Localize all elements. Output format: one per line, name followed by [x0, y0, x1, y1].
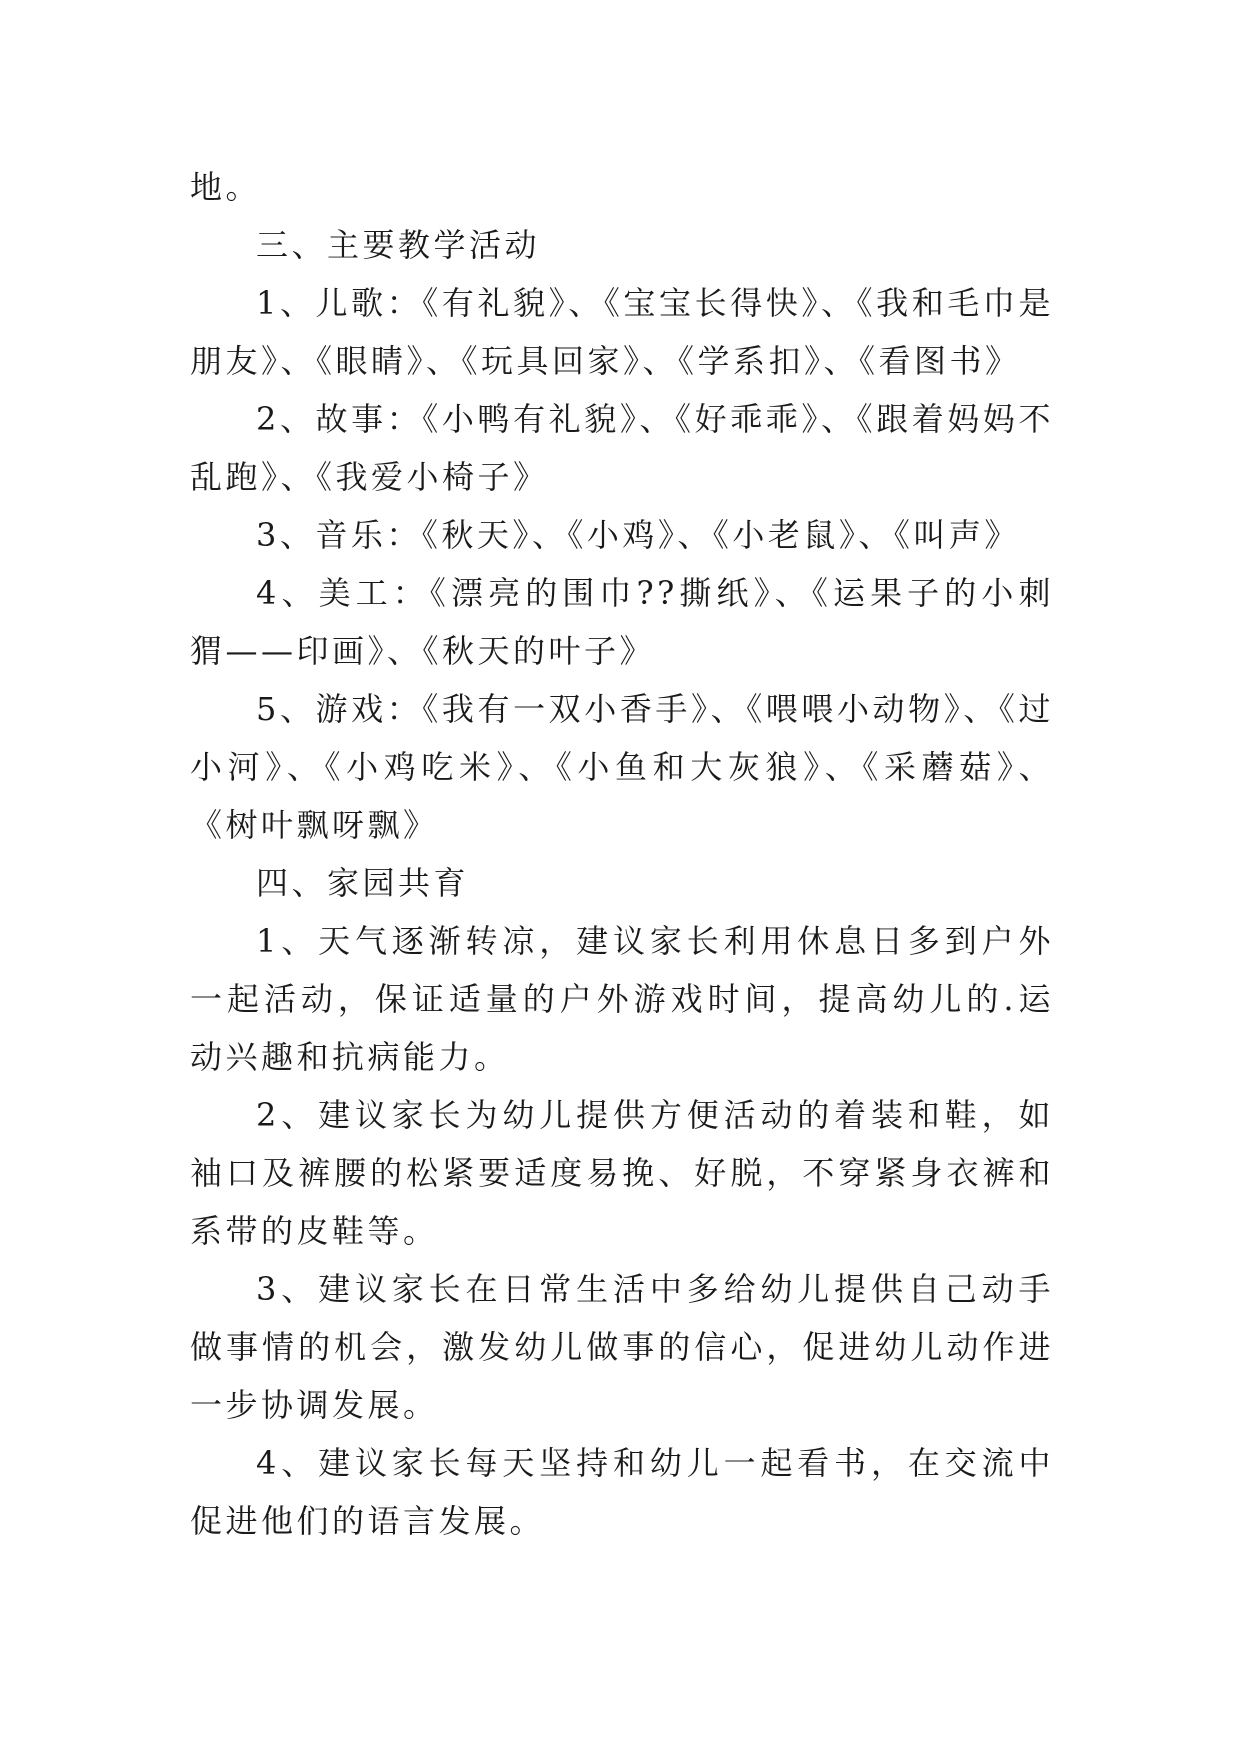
list-item-games: 5、游戏：《我有一双小香手》、《喂喂小动物》、《过小河》、《小鸡吃米》、《小鱼和大灰狼》、《采蘑菇》、《树叶飘呀飘》	[190, 690, 1054, 844]
section-heading-home-school: 四、家园共育	[256, 864, 470, 902]
list-item-art: 4、美工：《漂亮的围巾??撕纸》、《运果子的小刺猬——印画》、《秋天的叶子》	[190, 574, 1054, 670]
list-item-outdoor-activity: 1、天气逐渐转凉，建议家长利用休息日多到户外一起活动，保证适量的户外游戏时间，提高幼儿的.运动兴趣和抗病能力。	[190, 922, 1054, 1076]
list-item-clothing: 2、建议家长为幼儿提供方便活动的着装和鞋，如袖口及裤腰的松紧要适度易挽、好脱，不穿紧身衣裤和系带的皮鞋等。	[190, 1096, 1054, 1250]
list-item-nursery-rhymes: 1、儿歌：《有礼貌》、《宝宝长得快》、《我和毛巾是朋友》、《眼睛》、《玩具回家》、《学系扣》、《看图书》	[190, 284, 1054, 380]
section-heading-teaching-activities: 三、主要教学活动	[256, 226, 541, 264]
list-item-reading: 4、建议家长每天坚持和幼儿一起看书，在交流中促进他们的语言发展。	[190, 1444, 1054, 1540]
paragraph-continuation: 地。	[190, 168, 262, 206]
list-item-hands-on: 3、建议家长在日常生活中多给幼儿提供自己动手做事情的机会，激发幼儿做事的信心，促进幼儿动作进一步协调发展。	[190, 1270, 1054, 1424]
document-body	[190, 158, 1054, 1550]
list-item-music: 3、音乐：《秋天》、《小鸡》、《小老鼠》、《叫声》	[256, 516, 1020, 554]
list-item-stories: 2、故事：《小鸭有礼貌》、《好乖乖》、《跟着妈妈不乱跑》、《我爱小椅子》	[190, 400, 1054, 496]
